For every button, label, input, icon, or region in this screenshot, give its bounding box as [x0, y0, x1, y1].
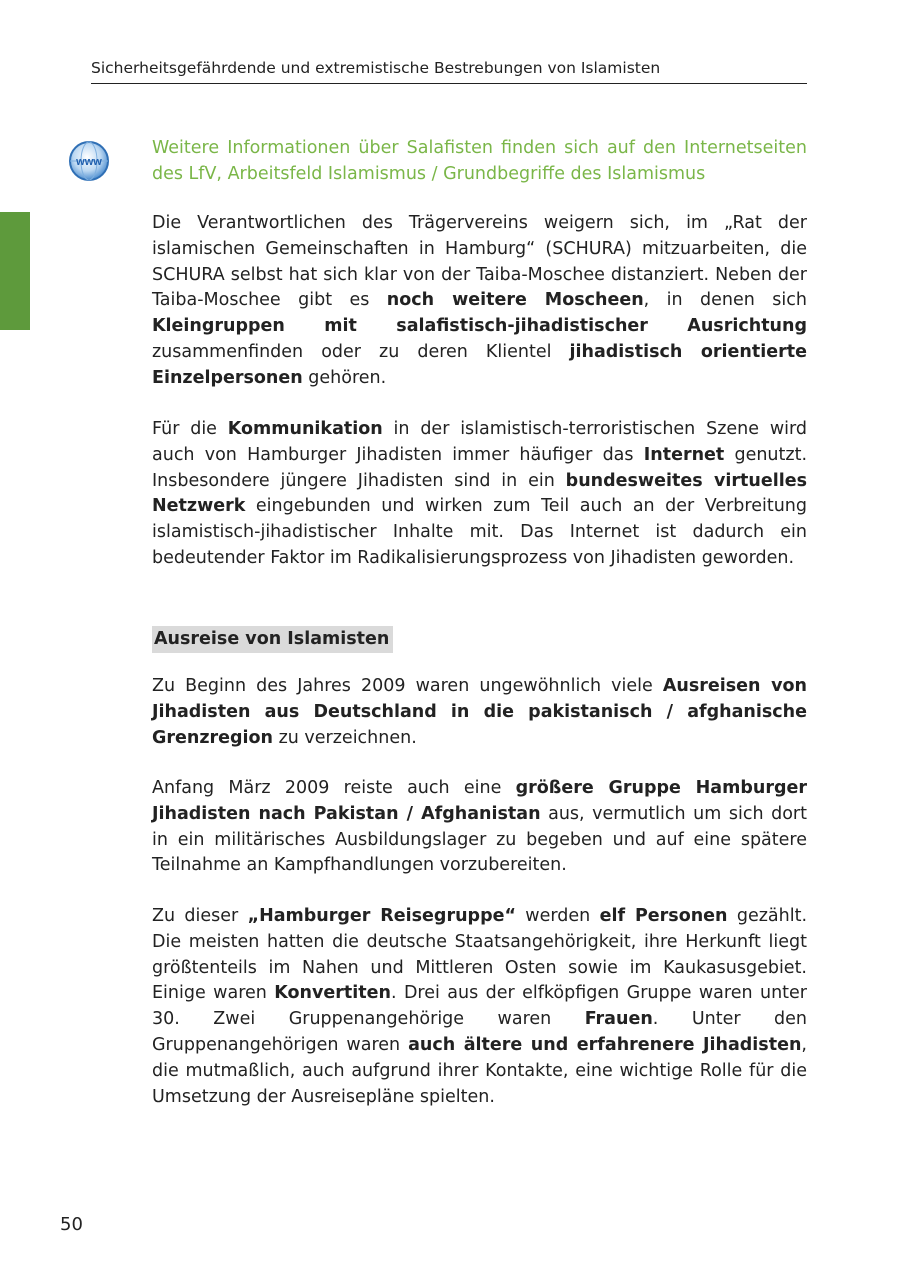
- text-run: Anfang März 2009 reiste auch eine: [152, 778, 516, 798]
- text-run: genutzt. Insbesondere jüngere Jihadisten sind in ein: [152, 444, 808, 491]
- info-link-line-2[interactable]: des LfV, Arbeitsfeld Islamismus / Grundbegriffe des Islamismus: [152, 164, 706, 184]
- text-run: eingebunden und wirken zum Teil auch an der Verbreitung islamistisch-jihadistischer Inhalte mit. Das Internet ist dadurch ein bedeutender Faktor im Radikalisierungsprozess von Jihadisten geworden.: [152, 496, 807, 568]
- text-run: , die mutmaßlich, auch aufgrund ihrer Kontakte, eine wichtige Rolle für die Umsetzung der Ausreisepläne spielten.: [152, 1034, 807, 1107]
- svg-text:www: www: [76, 156, 102, 168]
- paragraph-reisegruppe: [152, 904, 807, 1110]
- info-link-note[interactable]: [152, 135, 807, 187]
- text-run: zusammenfinden oder zu deren Klientel: [152, 341, 570, 362]
- text-run: aus, vermutlich um sich dort in ein militärisches Ausbildungslager zu begeben und auf eine spätere Teilnahme an Kampfhandlungen vorzubereiten.: [152, 803, 807, 876]
- bold-run: Ausreisen von Jihadisten aus Deutschland in die pakistanisch / afghanische Grenzregion: [152, 676, 807, 748]
- bold-run: Internet: [643, 444, 725, 465]
- chapter-side-tab: [0, 212, 30, 330]
- page-number: 50: [60, 1214, 83, 1235]
- text-run: gezählt. Die meisten hatten die deutsche Staatsangehörigkeit, ihre Herkunft liegt größtenteils im Nahen und Mittleren Osten sowie im Kaukasusgebiet. Einige waren: [152, 906, 808, 1004]
- text-run: . Unter den Gruppenangehörigen waren: [152, 1009, 807, 1055]
- paragraph-kommunikation: [152, 417, 807, 572]
- bold-run: Kommunikation: [227, 419, 383, 439]
- text-run: Für die: [152, 419, 228, 439]
- paragraph-maerz-2009: [152, 776, 807, 879]
- bold-run: größere Gruppe Hamburger Jihadisten nach Pakistan / Afghanistan: [152, 778, 807, 824]
- bold-run: Frauen: [584, 1009, 653, 1030]
- paragraph-ausreisen: [152, 674, 807, 751]
- bold-run: auch ältere und erfahrenere Jihadisten: [408, 1034, 802, 1055]
- bold-run: „Hamburger Reisegruppe“: [247, 906, 516, 926]
- text-run: Zu dieser: [152, 906, 248, 926]
- text-run: werden: [515, 906, 600, 926]
- bold-run: bundesweites virtuelles Netzwerk: [152, 470, 807, 517]
- running-header: [91, 59, 807, 84]
- info-link-line-1[interactable]: Weitere Informationen über Salafisten finden sich auf den Internetseiten: [152, 138, 807, 158]
- section-heading: Ausreise von Islamisten: [152, 626, 393, 653]
- text-run: Die Verantwortlichen des Trägervereins weigern sich, im „Rat der islamischen Gemeinschaften in Hamburg“ (SCHURA) mitzuarbeiten, die SCHURA selbst hat sich klar von der Taiba-Moschee distanziert. Neben der Taiba-Moschee gibt es: [152, 213, 807, 311]
- bold-run: noch weitere Moscheen: [386, 290, 644, 311]
- text-run: . Drei aus der elfköpfigen Gruppe waren unter 30. Zwei Gruppenangehörige waren: [152, 983, 807, 1030]
- www-globe-icon[interactable]: [68, 140, 110, 182]
- running-header-title: Sicherheitsgefährdende und extremistische Bestrebungen von Islamisten: [91, 59, 661, 77]
- text-run: gehören.: [302, 367, 387, 388]
- text-run: Zu Beginn des Jahres 2009 waren ungewöhnlich viele: [152, 676, 663, 696]
- bold-run: elf Personen: [599, 906, 728, 926]
- text-run: in der islamistisch-terroristischen Szene wird auch von Hamburger Jihadisten immer häufiger das: [152, 419, 807, 465]
- bold-run: Kleingruppen mit salafistisch-jihadistischer Ausrichtung: [152, 316, 807, 337]
- bold-run: Konvertiten: [274, 983, 391, 1004]
- bold-run: jihadistisch orientierte Einzelpersonen: [152, 341, 807, 388]
- text-run: , in denen sich: [643, 290, 807, 311]
- text-run: zu verzeichnen.: [273, 727, 417, 748]
- paragraph-taiba: [152, 211, 807, 392]
